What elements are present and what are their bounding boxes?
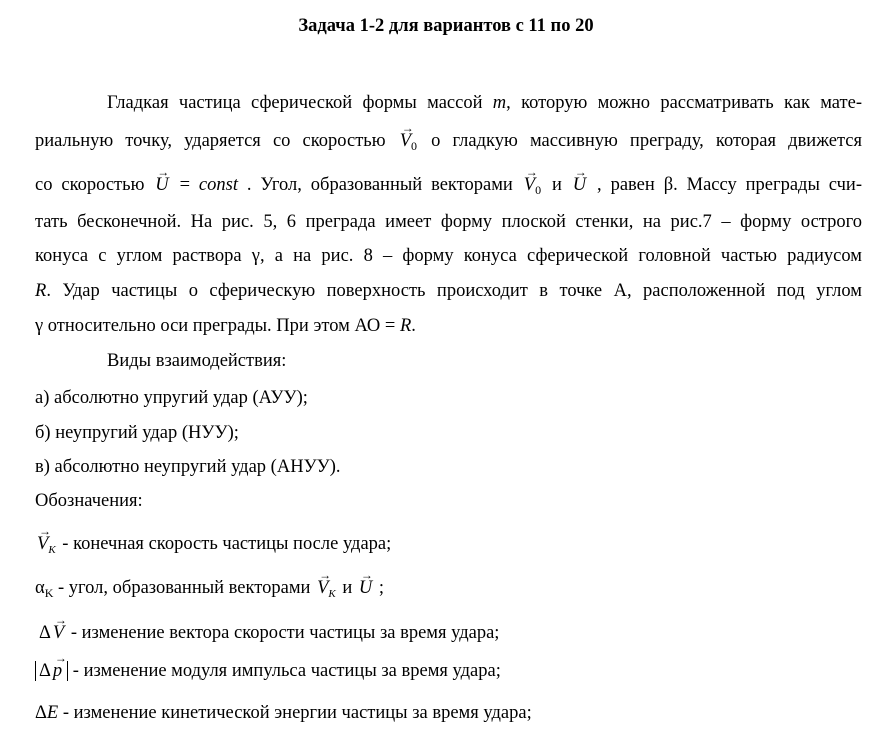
delta-symbol: Δ <box>35 703 47 723</box>
text: - изменение вектора скорости частицы за время удара; <box>66 623 500 643</box>
paragraph-line <box>35 280 862 302</box>
paragraph-line <box>35 174 862 201</box>
vector-u: → U <box>571 174 588 196</box>
text: - изменение модуля импульса частицы за время удара; <box>68 661 501 681</box>
text: ; <box>374 578 385 598</box>
text: риальную точку, ударяется со скоростью <box>35 131 398 151</box>
notation-item <box>35 660 862 682</box>
radius-symbol: R <box>399 316 412 336</box>
alpha-symbol: α <box>35 578 45 598</box>
vector-v: → V <box>51 622 66 644</box>
delta-symbol: Δ <box>39 623 51 643</box>
text: γ относительно оси преграды. При этом АО = <box>35 316 400 336</box>
text: const <box>198 175 238 195</box>
text: - изменение кинетической энергии частицы за время удара; <box>58 703 532 723</box>
vector-u: → U <box>153 174 170 196</box>
text: Гладкая частица сферической формы массой <box>107 93 493 113</box>
momentum-magnitude: Δ→ p <box>35 661 68 681</box>
energy-symbol: E <box>46 703 59 723</box>
text: , которую можно рассматривать как мате- <box>506 93 862 113</box>
text: и <box>337 578 357 598</box>
interaction-item: в) абсолютно неупругий удар (АНУУ). <box>35 457 341 477</box>
notation-item <box>35 702 862 724</box>
notation-item <box>35 533 862 561</box>
interaction-item: б) неупругий удар (НУУ); <box>35 423 239 443</box>
paragraph-line: тать бесконечной. На рис. 5, 6 преграда имеет форму плоской стенки, на рис.7 – форму острого <box>35 212 862 232</box>
interaction-item: а) абсолютно упругий удар (АУУ); <box>35 388 308 408</box>
text: . Удар частицы о сферическую поверхность происходит в точке А, расположенной под углом <box>46 281 862 301</box>
text: . <box>411 316 416 336</box>
text: = <box>170 175 199 195</box>
text: K <box>44 586 54 600</box>
text: - конечная скорость частицы после удара; <box>57 534 392 554</box>
text: - угол, образованный векторами <box>53 578 316 598</box>
paragraph-line <box>35 315 862 337</box>
mass-symbol: m <box>492 93 507 113</box>
text: , равен β. Массу преграды счи- <box>588 175 862 195</box>
notation-item <box>35 577 862 605</box>
paragraph-line: конуса с углом раствора γ, а на рис. 8 – форму конуса сферической головной частью радиусом <box>35 246 862 266</box>
vector-vk: → $V_K$ <box>315 577 338 605</box>
notation-heading: Обозначения: <box>35 491 143 511</box>
radius-symbol: R <box>35 281 47 301</box>
interactions-heading: Виды взаимодействия: <box>107 351 287 371</box>
vector-v0: → $V_0$ <box>398 130 419 157</box>
paragraph-line <box>107 92 862 114</box>
vector-u: → U <box>357 577 374 599</box>
vector-v0: → $V_0$ <box>522 174 543 201</box>
text: . Угол, образованный векторами <box>237 175 522 195</box>
page-title: Задача 1-2 для вариантов с 11 по 20 <box>298 16 594 36</box>
text: со скоростью <box>35 175 154 195</box>
paragraph-line <box>35 130 862 157</box>
text: и <box>543 175 571 195</box>
notation-item <box>35 622 862 644</box>
vector-vk: → $V_K$ <box>35 533 58 561</box>
text: о гладкую массивную преграду, которая движется <box>419 131 862 151</box>
